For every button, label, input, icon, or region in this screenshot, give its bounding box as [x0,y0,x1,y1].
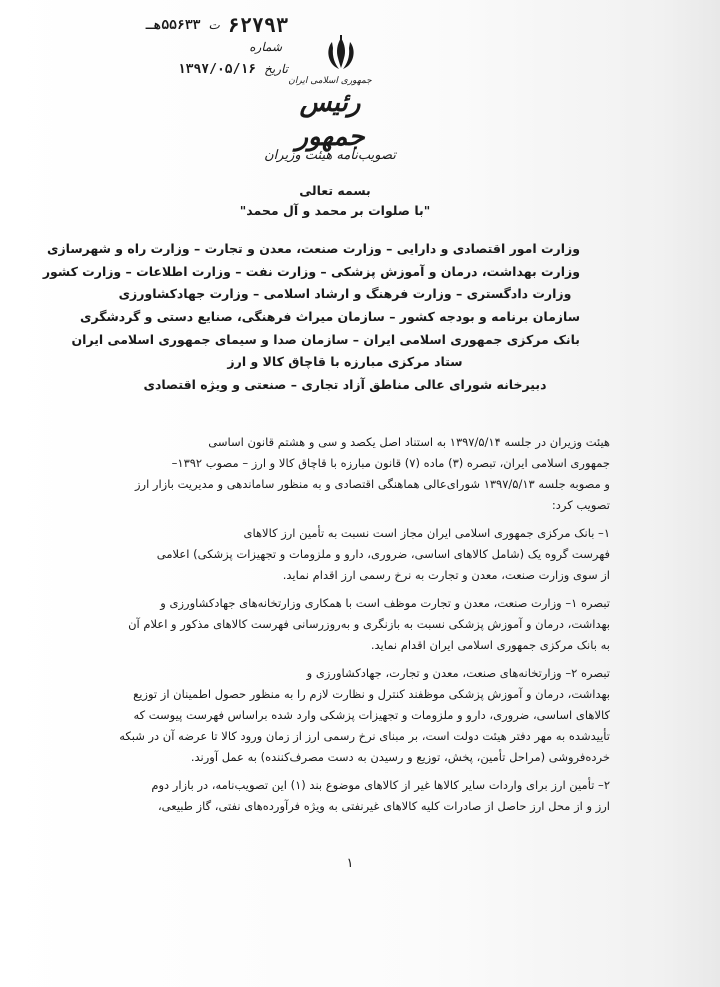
letter-number-row [38,14,288,36]
body-line: به بانک مرکزی جمهوری اسلامی ایران اقدام نماید. [370,638,610,652]
body-line: تأییدشده به مهر دفتر هیئت دولت است، بر مبنای نرخ رسمی ارز از زمان ورود کالا تا عرضه آن در شبکه [119,729,610,743]
president-title: رئیس جمهور [295,88,365,152]
letter-number: ۶۲۷۹۳ [227,13,288,37]
recipient-line: وزارت بهداشت، درمان و آموزش پزشکی – وزارت نفت – وزارت اطلاعات – وزارت کشور [42,263,580,279]
number-label: شماره [249,40,282,54]
recipient-line: وزارت امور اقتصادی و دارایی – وزارت صنعت، معدن و تجارت – وزارت راه و شهرسازی [46,241,580,256]
body-line: خرده‌فروشی (مراحل تأمین، پخش، توزیع و رسیدن به دست مصرف‌کننده) به عمل آورند. [190,750,610,764]
body-line: جمهوری اسلامی ایران، تبصره (۳) ماده (۷) قانون مبارزه با قاچاق کالا و ارز – مصوب ۱۳۹۲– [171,456,610,470]
body-line: ارز و از محل ارز حاصل از صادرات کلیه کالاهای غیرنفتی به ویژه فرآورده‌های نفتی، گاز طبیعی، [157,799,610,813]
recipient-line: بانک مرکزی جمهوری اسلامی ایران – سازمان صدا و سیمای جمهوری اسلامی ایران [71,331,580,347]
body-line: بهداشت، درمان و آموزش پزشکی نسبت به بازنگری و به‌روزرسانی فهرست کالاهای مذکور و اعلام آن [128,617,610,631]
bismillah: بسمه تعالی [299,183,371,198]
body-line: ۲– تأمین ارز برای واردات سایر کالاها غیر از کالاهای موضوع بند (۱) این تصویب‌نامه، در بازار دوم [151,778,610,792]
body-line: تبصره ۱– وزارت صنعت، معدن و تجارت موظف است با همکاری وزارتخانه‌های جهادکشاورزی و [160,596,610,610]
page-number: ۱ [346,856,354,871]
recipient-line: سازمان برنامه و بودجه کشور – سازمان میراث فرهنگی، صنایع دستی و گردشگری [80,309,580,325]
country-line: جمهوری اسلامی ایران [288,76,372,86]
body-line: کالاهای اساسی، ضروری، دارو و ملزومات و تجهیزات پزشکی وارد شده براساس فهرست پیوست که [133,708,610,722]
date-label: تاریخ [264,62,288,76]
recipient-line: وزارت دادگستری – وزارت فرهنگ و ارشاد اسلامی – وزارت جهادکشاورزی [118,286,572,302]
date-value: ۱۳۹۷/۰۵/۱۶ [177,61,257,77]
salawat: "با صلوات بر محمد و آل محمد" [239,203,431,218]
date-row [38,58,288,80]
clause-2 [118,775,610,817]
body-line: ۱– بانک مرکزی جمهوری اسلامی ایران مجاز است نسبت به تأمین ارز کالاهای [243,526,610,540]
body-line: از سوی وزارت صنعت، معدن و تجارت به نرخ رسمی ارز اقدام نماید. [282,568,610,582]
body-line: بهداشت، درمان و آموزش پزشکی موظفند کنترل و نظارت لازم را به منظور حصول اطمینان از توزیع [133,687,610,701]
recipient-line: دبیرخانه شورای عالی مناطق آزاد تجاری – صنعتی و ویژه اقتصادی [143,377,547,393]
iran-emblem-icon [321,34,361,74]
subtitle: تصویب‌نامه هیئت وزیران [264,148,396,163]
recipient-line: ستاد مرکزی مبارزه با قاچاق کالا و ارز [227,354,463,370]
body-line: و مصوبه جلسه ۱۳۹۷/۵/۱۳ شورای‌عالی هماهنگی اقتصادی و به منظور ساماندهی و مدیریت بازار ارز [134,477,610,491]
body-line: فهرست گروه یک (شامل کالاهای اساسی، ضروری، دارو و ملزومات و تجهیزات پزشکی) اعلامی [156,547,610,561]
heading [264,76,396,163]
reference-block [38,14,288,109]
registry-code: ۵۵۶۳۳هـ [145,17,201,33]
recipients-list [42,238,580,397]
resolution-body [118,432,610,817]
note-1 [118,593,610,656]
registry-label: ت [208,18,220,32]
intro-paragraph [118,432,610,516]
number-row [38,36,288,58]
clause-1 [118,523,610,586]
note-2 [118,663,610,768]
body-line: تصویب کرد: [551,498,610,512]
body-line: هیئت وزیران در جلسه ۱۳۹۷/۵/۱۴ به استناد اصل یکصد و سی و هشتم قانون اساسی [208,435,610,449]
body-line: تبصره ۲– وزارتخانه‌های صنعت، معدن و تجارت، جهادکشاورزی و [306,666,610,680]
